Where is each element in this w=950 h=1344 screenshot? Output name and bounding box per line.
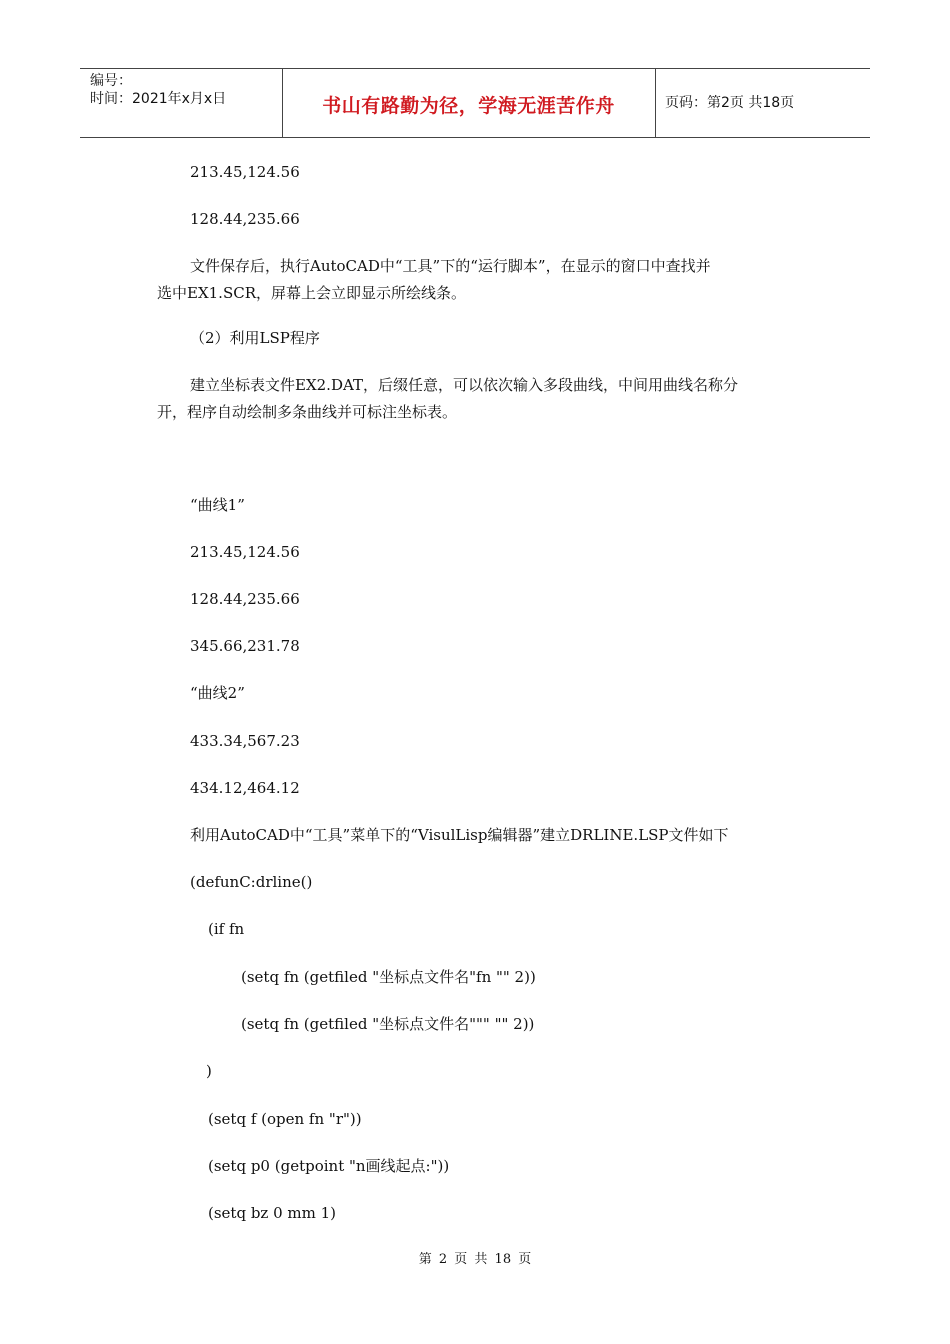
page-footer: 第 2 页 共 18 页 (418, 1252, 532, 1267)
section-heading: （2）利用LSP程序 (190, 329, 320, 347)
text-line: 128.44,235.66 (190, 210, 300, 228)
text-line: 利用AutoCAD中“工具”菜单下的“VisulLisp编辑器”建立DRLINE.LSP文件如下 (190, 826, 729, 844)
coordinate-line: 128.44,235.66 (190, 590, 300, 608)
coordinate-line: 213.45,124.56 (190, 543, 300, 561)
header-motto: 书山有路勤为径，学海无涯苦作舟 (322, 95, 615, 117)
header-meta-cell (80, 69, 283, 137)
header-page-info: 页码：第2页 共18页 (665, 95, 795, 111)
code-line: (defunC:drline() (190, 873, 313, 891)
code-line: (setq fn (getfiled "坐标点文件名""" "" 2)) (241, 1015, 535, 1033)
code-line: (setq fn (getfiled "坐标点文件名"fn "" 2)) (241, 968, 536, 986)
text-line: 文件保存后，执行AutoCAD中“工具”下的“运行脚本”，在显示的窗口中查找并 (190, 257, 711, 275)
document-number-label: 编号： (90, 73, 132, 89)
header-page-cell (655, 69, 870, 137)
code-line: (setq f (open fn "r")) (208, 1110, 362, 1128)
code-line: (setq p0 (getpoint "n画线起点:")) (208, 1157, 450, 1175)
code-line: (if fn (208, 920, 245, 938)
document-date: 时间：2021年x月x日 (90, 91, 227, 107)
page-header (80, 68, 870, 138)
coordinate-line: 345.66,231.78 (190, 637, 300, 655)
text-line: 选中EX1.SCR，屏幕上会立即显示所绘线条。 (157, 284, 466, 302)
text-line: 开，程序自动绘制多条曲线并可标注坐标表。 (157, 403, 458, 421)
header-motto-cell (282, 69, 656, 137)
code-line: ) (206, 1062, 212, 1080)
text-line: 建立坐标表文件EX2.DAT，后缀任意，可以依次输入多段曲线，中间用曲线名称分 (190, 376, 738, 394)
coordinate-line: 433.34,567.23 (190, 732, 300, 750)
curve-name-line: “曲线2” (190, 684, 245, 702)
code-line: (setq bz 0 mm 1) (208, 1204, 337, 1222)
coordinate-line: 434.12,464.12 (190, 779, 300, 797)
text-line: 213.45,124.56 (190, 163, 300, 181)
curve-name-line: “曲线1” (190, 496, 245, 514)
